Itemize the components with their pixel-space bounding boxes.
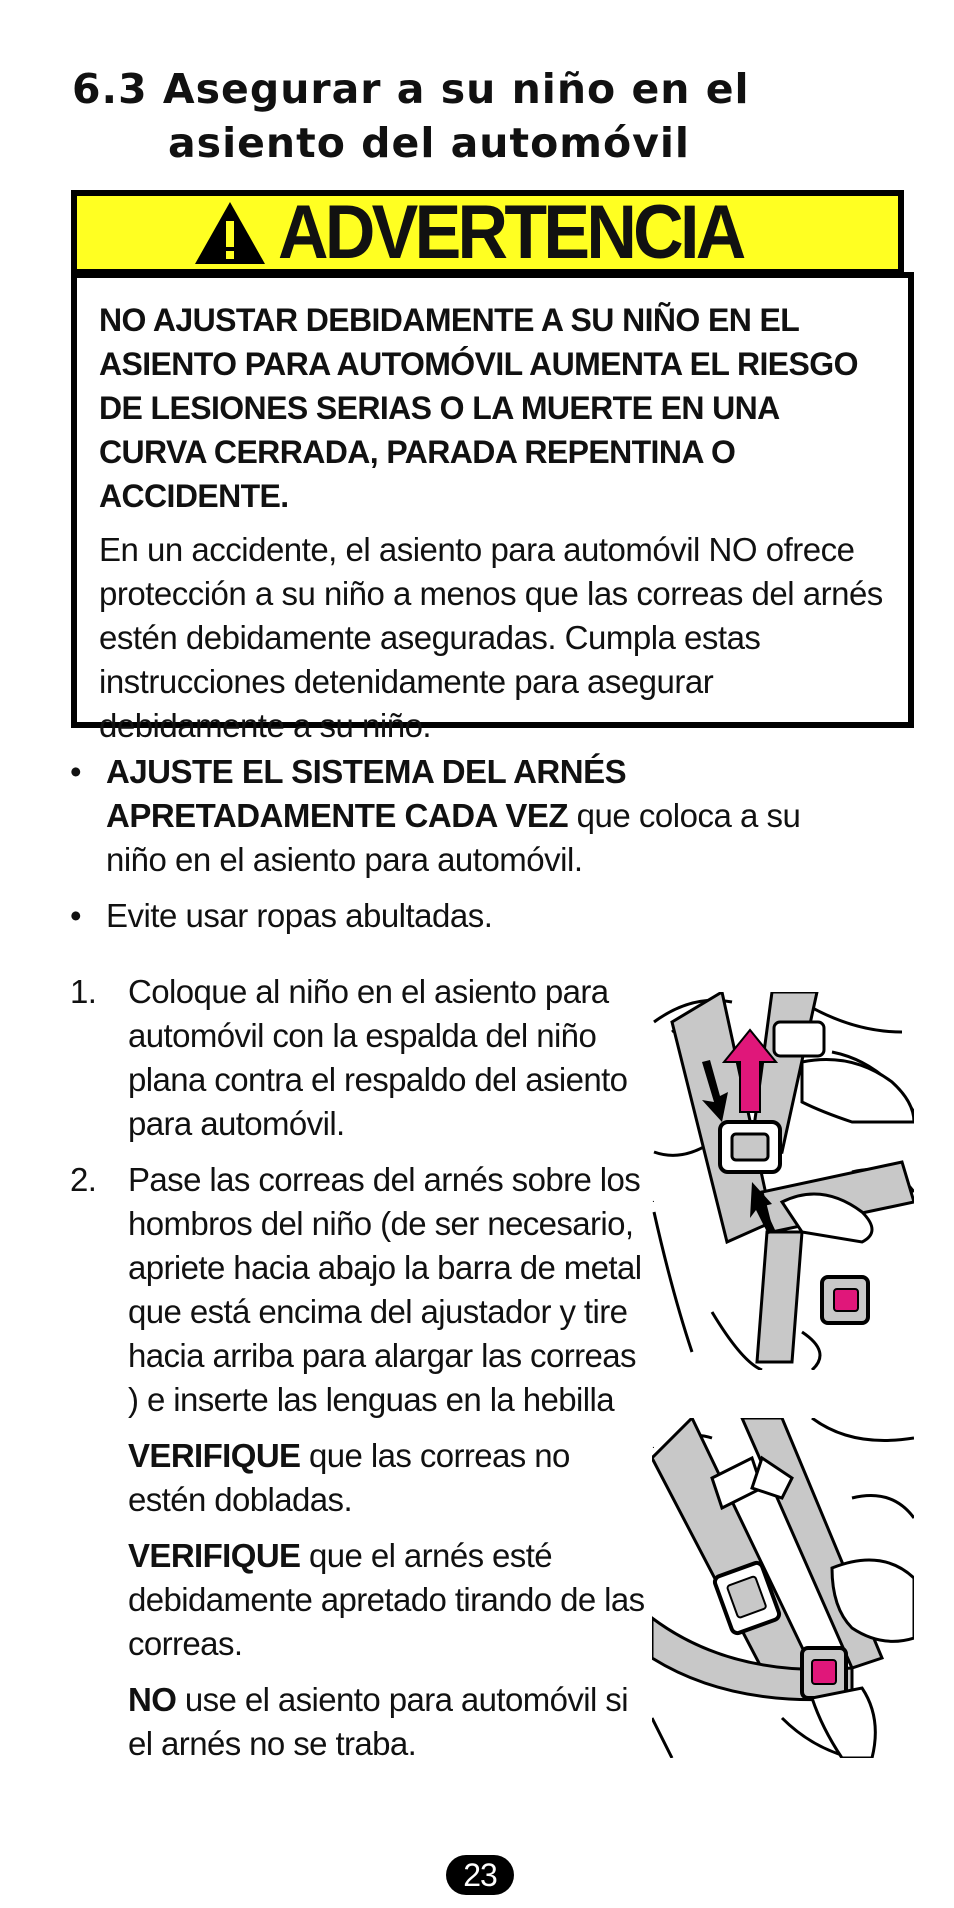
note-text: que las correas no estén dobladas. [128, 1437, 570, 1518]
step-number: 1. [70, 973, 97, 1010]
svg-text:.: . [652, 1440, 655, 1451]
step-note [128, 1434, 650, 1522]
warning-box [71, 272, 914, 744]
section-number: 6.3 [72, 65, 148, 113]
step-text: Pase las correas del arnés sobre los hombros del niño (de ser necesario, apriete hacia abajo la barra de metal que está encima del ajustador y tire hacia arriba para alargar las correas ) e inserte las lenguas en la hebilla [128, 1161, 679, 1418]
buckle-insert-illustration [652, 1418, 914, 1758]
warning-header [71, 190, 904, 274]
step-item [70, 1158, 679, 1766]
page-number: 23 [446, 1855, 514, 1895]
warning-caps-text: NO AJUSTAR DEBIDAMENTE A SU NIÑO EN EL ASIENTO PARA AUTOMÓVIL AUMENTA EL RIESGO DE LESIONES SERIAS O LA MUERTE EN UNA CURVA CERRADA, PARADA REPENTINA O ACCIDENTE. [99, 302, 858, 514]
step-list [70, 970, 679, 1778]
warning-heading: ADVERTENCIA [278, 190, 743, 275]
warning-body-text: En un accidente, el asiento para automóvil NO ofrece protección a su niño a menos que las correas del arnés estén debidamente aseguradas. Cumpla estas instrucciones detenidamente para asegurar debidamente a su niño. [99, 531, 883, 744]
section-title-line2: asiento del automóvil [168, 119, 690, 167]
bullet-text: Evite usar ropas abultadas. [106, 897, 493, 934]
note-bold: VERIFIQUE [128, 1437, 301, 1474]
bullet-item [68, 750, 808, 882]
section-title [72, 62, 750, 170]
svg-text:.: . [652, 1194, 655, 1205]
note-text: use el asiento para automóvil si el arnés no se traba. [128, 1681, 628, 1762]
note-text: que el arnés esté debidamente apretado tirando de las correas. [128, 1537, 645, 1662]
harness-adjust-illustration [652, 992, 914, 1370]
note-bold: VERIFIQUE [128, 1537, 301, 1574]
step-number: 2. [70, 1161, 97, 1198]
step-note [128, 1534, 650, 1666]
bullet-bold: AJUSTE EL SISTEMA DEL ARNÉS APRETADAMENTE CADA VEZ [106, 753, 627, 834]
note-bold: NO [128, 1681, 177, 1718]
step-text: Coloque al niño en el asiento para automóvil con la espalda del niño plana contra el respaldo del asiento para automóvil. [128, 973, 628, 1142]
bullet-text: que coloca a su niño en el asiento para automóvil. [106, 797, 801, 878]
step-item [70, 970, 650, 1146]
warning-triangle-icon [192, 199, 268, 267]
step-note [128, 1678, 650, 1766]
bullet-item [68, 894, 808, 938]
bullet-list [68, 750, 808, 950]
section-title-line1: Asegurar a su niño en el [162, 65, 750, 113]
